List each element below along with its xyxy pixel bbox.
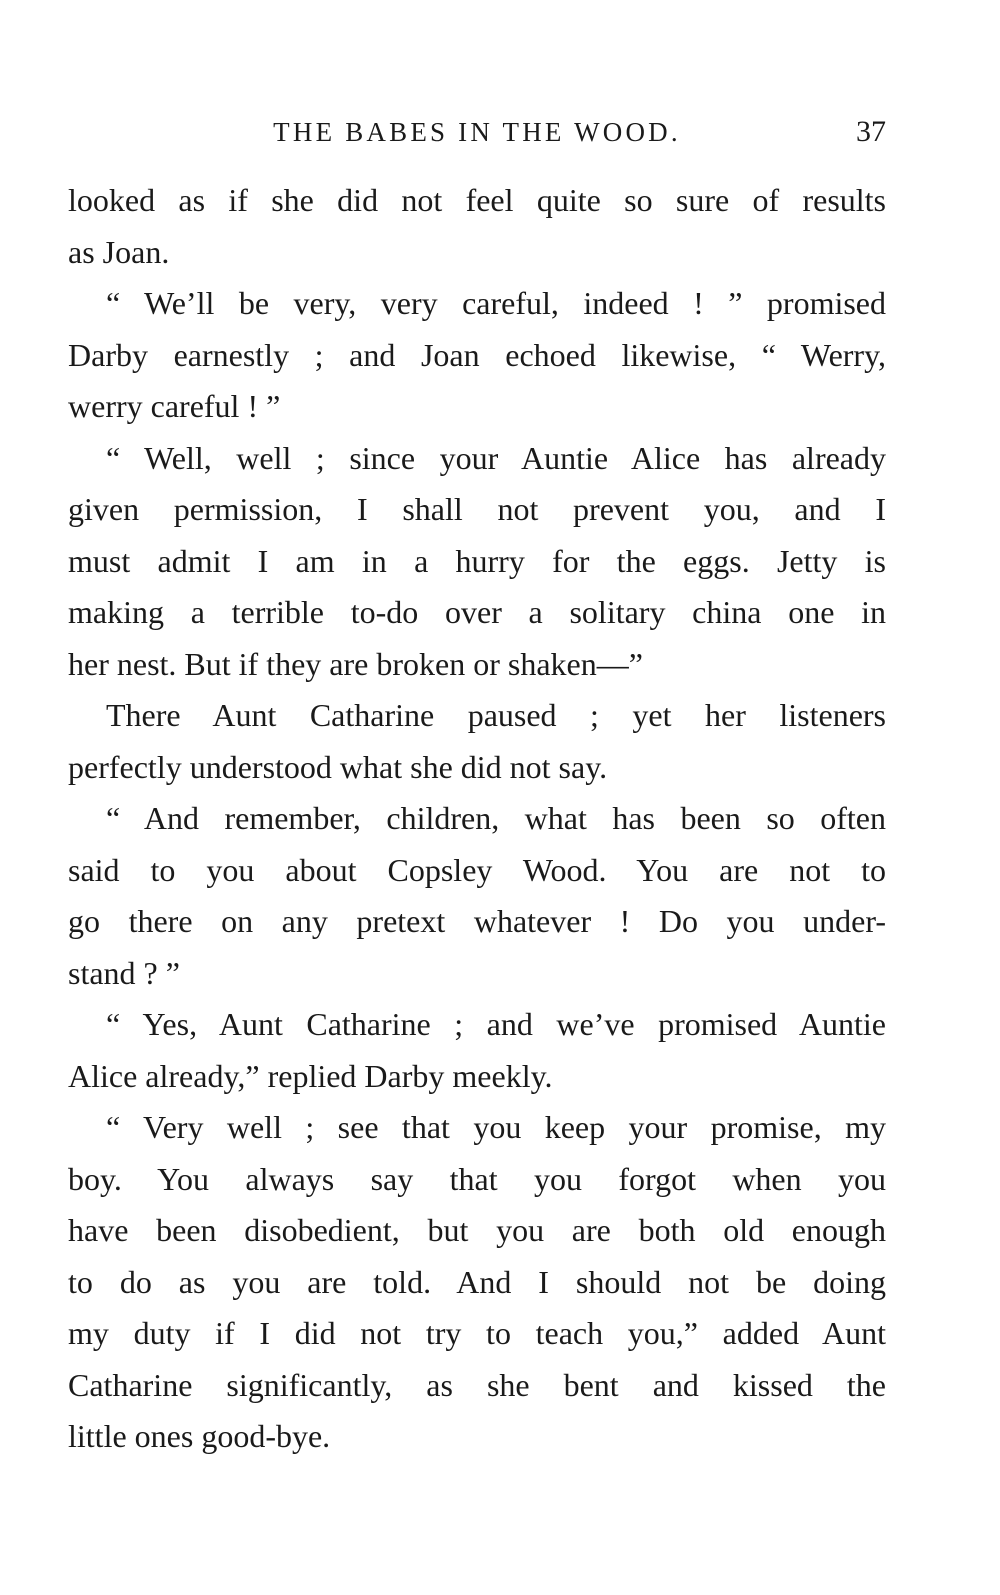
text-line: “ Well, well ; since your Auntie Alice has already	[106, 439, 886, 476]
text-line: to do as you are told. And I should not be doing	[68, 1263, 886, 1300]
text-line: perfectly understood what she did not say.	[68, 748, 608, 785]
text-line: “ We’ll be very, very careful, indeed ! ” promised	[106, 285, 886, 321]
page-number: 37	[856, 115, 886, 148]
text-line: have been disobedient, but you are both old enough	[68, 1212, 886, 1248]
text-line: Alice already,” replied Darby meekly.	[68, 1057, 553, 1094]
text-line: my duty if I did not try to teach you,” added Aunt	[68, 1315, 886, 1351]
text-line: must admit I am in a hurry for the eggs. Jetty is	[68, 542, 886, 579]
text-line: Catharine significantly, as she bent and kissed the	[68, 1366, 886, 1403]
text-line: “ And remember, children, what has been so often	[106, 800, 886, 836]
text-line: “ Yes, Aunt Catharine ; and we’ve promised Auntie	[106, 1006, 886, 1042]
text-line: her nest. But if they are broken or shaken—”	[68, 645, 643, 682]
text-line: “ Very well ; see that you keep your promise, my	[106, 1109, 886, 1145]
text-line: as Joan.	[68, 233, 170, 270]
text-line: go there on any pretext whatever ! Do you under-	[68, 903, 886, 939]
running-title: THE BABES IN THE WOOD.	[273, 117, 681, 147]
body-text	[68, 175, 886, 1463]
text-line: There Aunt Catharine paused ; yet her listeners	[106, 697, 886, 733]
text-line: making a terrible to-do over a solitary china one in	[68, 594, 886, 630]
text-line: given permission, I shall not prevent you, and I	[68, 491, 886, 527]
text-line: stand ? ”	[68, 954, 180, 991]
text-line: little ones good-bye.	[68, 1418, 331, 1454]
text-line: Darby earnestly ; and Joan echoed likewise, “ Werry,	[68, 336, 886, 373]
text-line: looked as if she did not feel quite so sure of results	[68, 182, 886, 218]
running-head	[68, 110, 886, 154]
text-line: said to you about Copsley Wood. You are not to	[68, 851, 886, 888]
text-line: boy. You always say that you forgot when you	[68, 1160, 886, 1197]
text-line: werry careful ! ”	[68, 388, 281, 424]
